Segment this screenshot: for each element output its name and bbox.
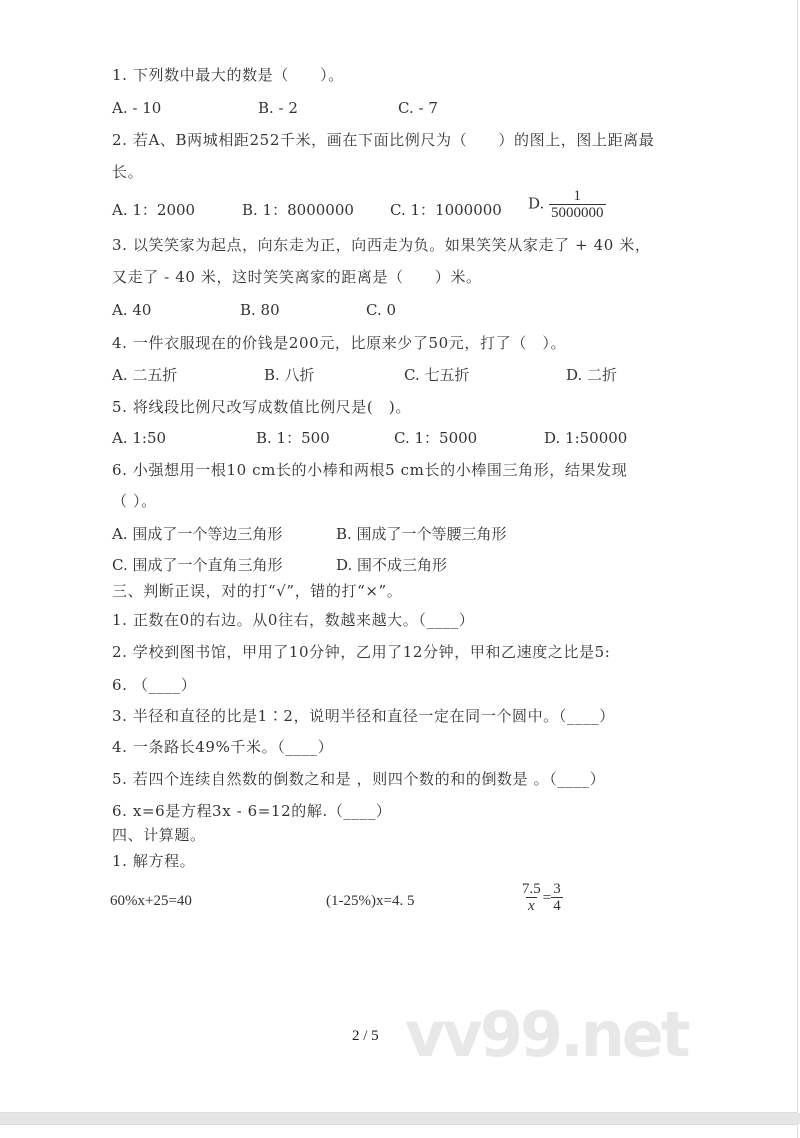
option: D. 围不成三角形 xyxy=(336,556,448,574)
fraction xyxy=(551,881,563,914)
option: B. 八折 xyxy=(264,366,315,384)
option: C. 1：5000 xyxy=(394,429,478,447)
denominator: 5000000 xyxy=(551,205,604,221)
fraction xyxy=(549,188,606,221)
page-number: 2 / 5 xyxy=(352,1028,379,1044)
judge-item: 2. 学校到图书馆，甲用了10分钟，乙用了12分钟，甲和乙速度之比是5: xyxy=(112,643,611,661)
option: B. 1：8000000 xyxy=(242,201,354,219)
question-2-cont: 长。 xyxy=(112,163,144,181)
judge-item: 5. 若四个连续自然数的倒数之和是 ，则四个数的和的倒数是 。（____） xyxy=(112,770,606,788)
numerator: 1 xyxy=(573,188,582,204)
question-5: 5. 将线段比例尺改写成数值比例尺是( )。 xyxy=(112,398,411,416)
equals-sign: = xyxy=(542,889,552,906)
option: A. - 10 xyxy=(112,99,162,117)
option: A. 40 xyxy=(112,301,152,319)
section-3-title: 三、判断正误，对的打“√”，错的打“×”。 xyxy=(112,582,403,600)
question-1: 1. 下列数中最大的数是（ ）。 xyxy=(112,66,344,84)
option-label: D. xyxy=(528,194,545,213)
judge-item: 1. 正数在0的右边。从0往右，数越来越大。（____） xyxy=(112,611,475,629)
question-3: 3. 以笑笑家为起点，向东走为正，向西走为负。如果笑笑从家走了 + 40 米， xyxy=(112,236,651,254)
next-page xyxy=(0,1124,798,1138)
equation-1: 60%x+25=40 xyxy=(110,893,192,909)
option: B. 1：500 xyxy=(256,429,330,447)
judge-item: 3. 半径和直径的比是1∶2，说明半径和直径一定在同一个圆中。（____） xyxy=(112,707,615,725)
question-6-cont: （ ）。 xyxy=(112,492,157,510)
option: A. 1:50 xyxy=(112,429,167,447)
judge-item: 6. （____） xyxy=(112,676,197,694)
denominator: x xyxy=(528,898,535,914)
option: A. 围成了一个等边三角形 xyxy=(112,525,283,543)
section-4-sub: 1. 解方程。 xyxy=(112,852,196,870)
option: C. 1：1000000 xyxy=(390,201,502,219)
judge-item: 6. x=6是方程3x - 6=12的解.（____） xyxy=(112,802,392,820)
page-separator xyxy=(0,1113,800,1124)
option: C. - 7 xyxy=(398,99,438,117)
option: B. 围成了一个等腰三角形 xyxy=(336,525,507,543)
judge-item: 4. 一条路长49%千米。（____） xyxy=(112,738,334,756)
option: C. 围成了一个直角三角形 xyxy=(112,556,283,574)
option: A. 二五折 xyxy=(112,366,178,384)
question-3-cont: 又走了 - 40 米，这时笑笑离家的距离是（ ）米。 xyxy=(112,268,482,286)
denominator: 4 xyxy=(553,898,561,914)
option: B. - 2 xyxy=(258,99,298,117)
numerator: 3 xyxy=(553,881,561,897)
option: D. 1:50000 xyxy=(544,429,628,447)
equation-2: (1-25%)x=4. 5 xyxy=(326,893,415,909)
equation-3 xyxy=(520,881,563,914)
option: C. 七五折 xyxy=(404,366,470,384)
watermark: vv99.net xyxy=(405,998,688,1071)
numerator: 7.5 xyxy=(522,881,541,897)
question-2: 2. 若A、B两城相距252千米，画在下面比例尺为（ ）的图上，图上距离最 xyxy=(112,131,655,149)
section-4-title: 四、计算题。 xyxy=(112,826,206,844)
option: B. 80 xyxy=(240,301,280,319)
option-d xyxy=(528,188,606,221)
option: D. 二折 xyxy=(566,366,618,384)
question-6: 6. 小强想用一根10 cm长的小棒和两根5 cm长的小棒围三角形，结果发现 xyxy=(112,461,628,479)
fraction xyxy=(520,881,543,914)
option: C. 0 xyxy=(366,301,397,319)
question-4: 4. 一件衣服现在的价钱是200元，比原来少了50元，打了（ ）。 xyxy=(112,334,567,352)
option: A. 1：2000 xyxy=(112,201,196,219)
